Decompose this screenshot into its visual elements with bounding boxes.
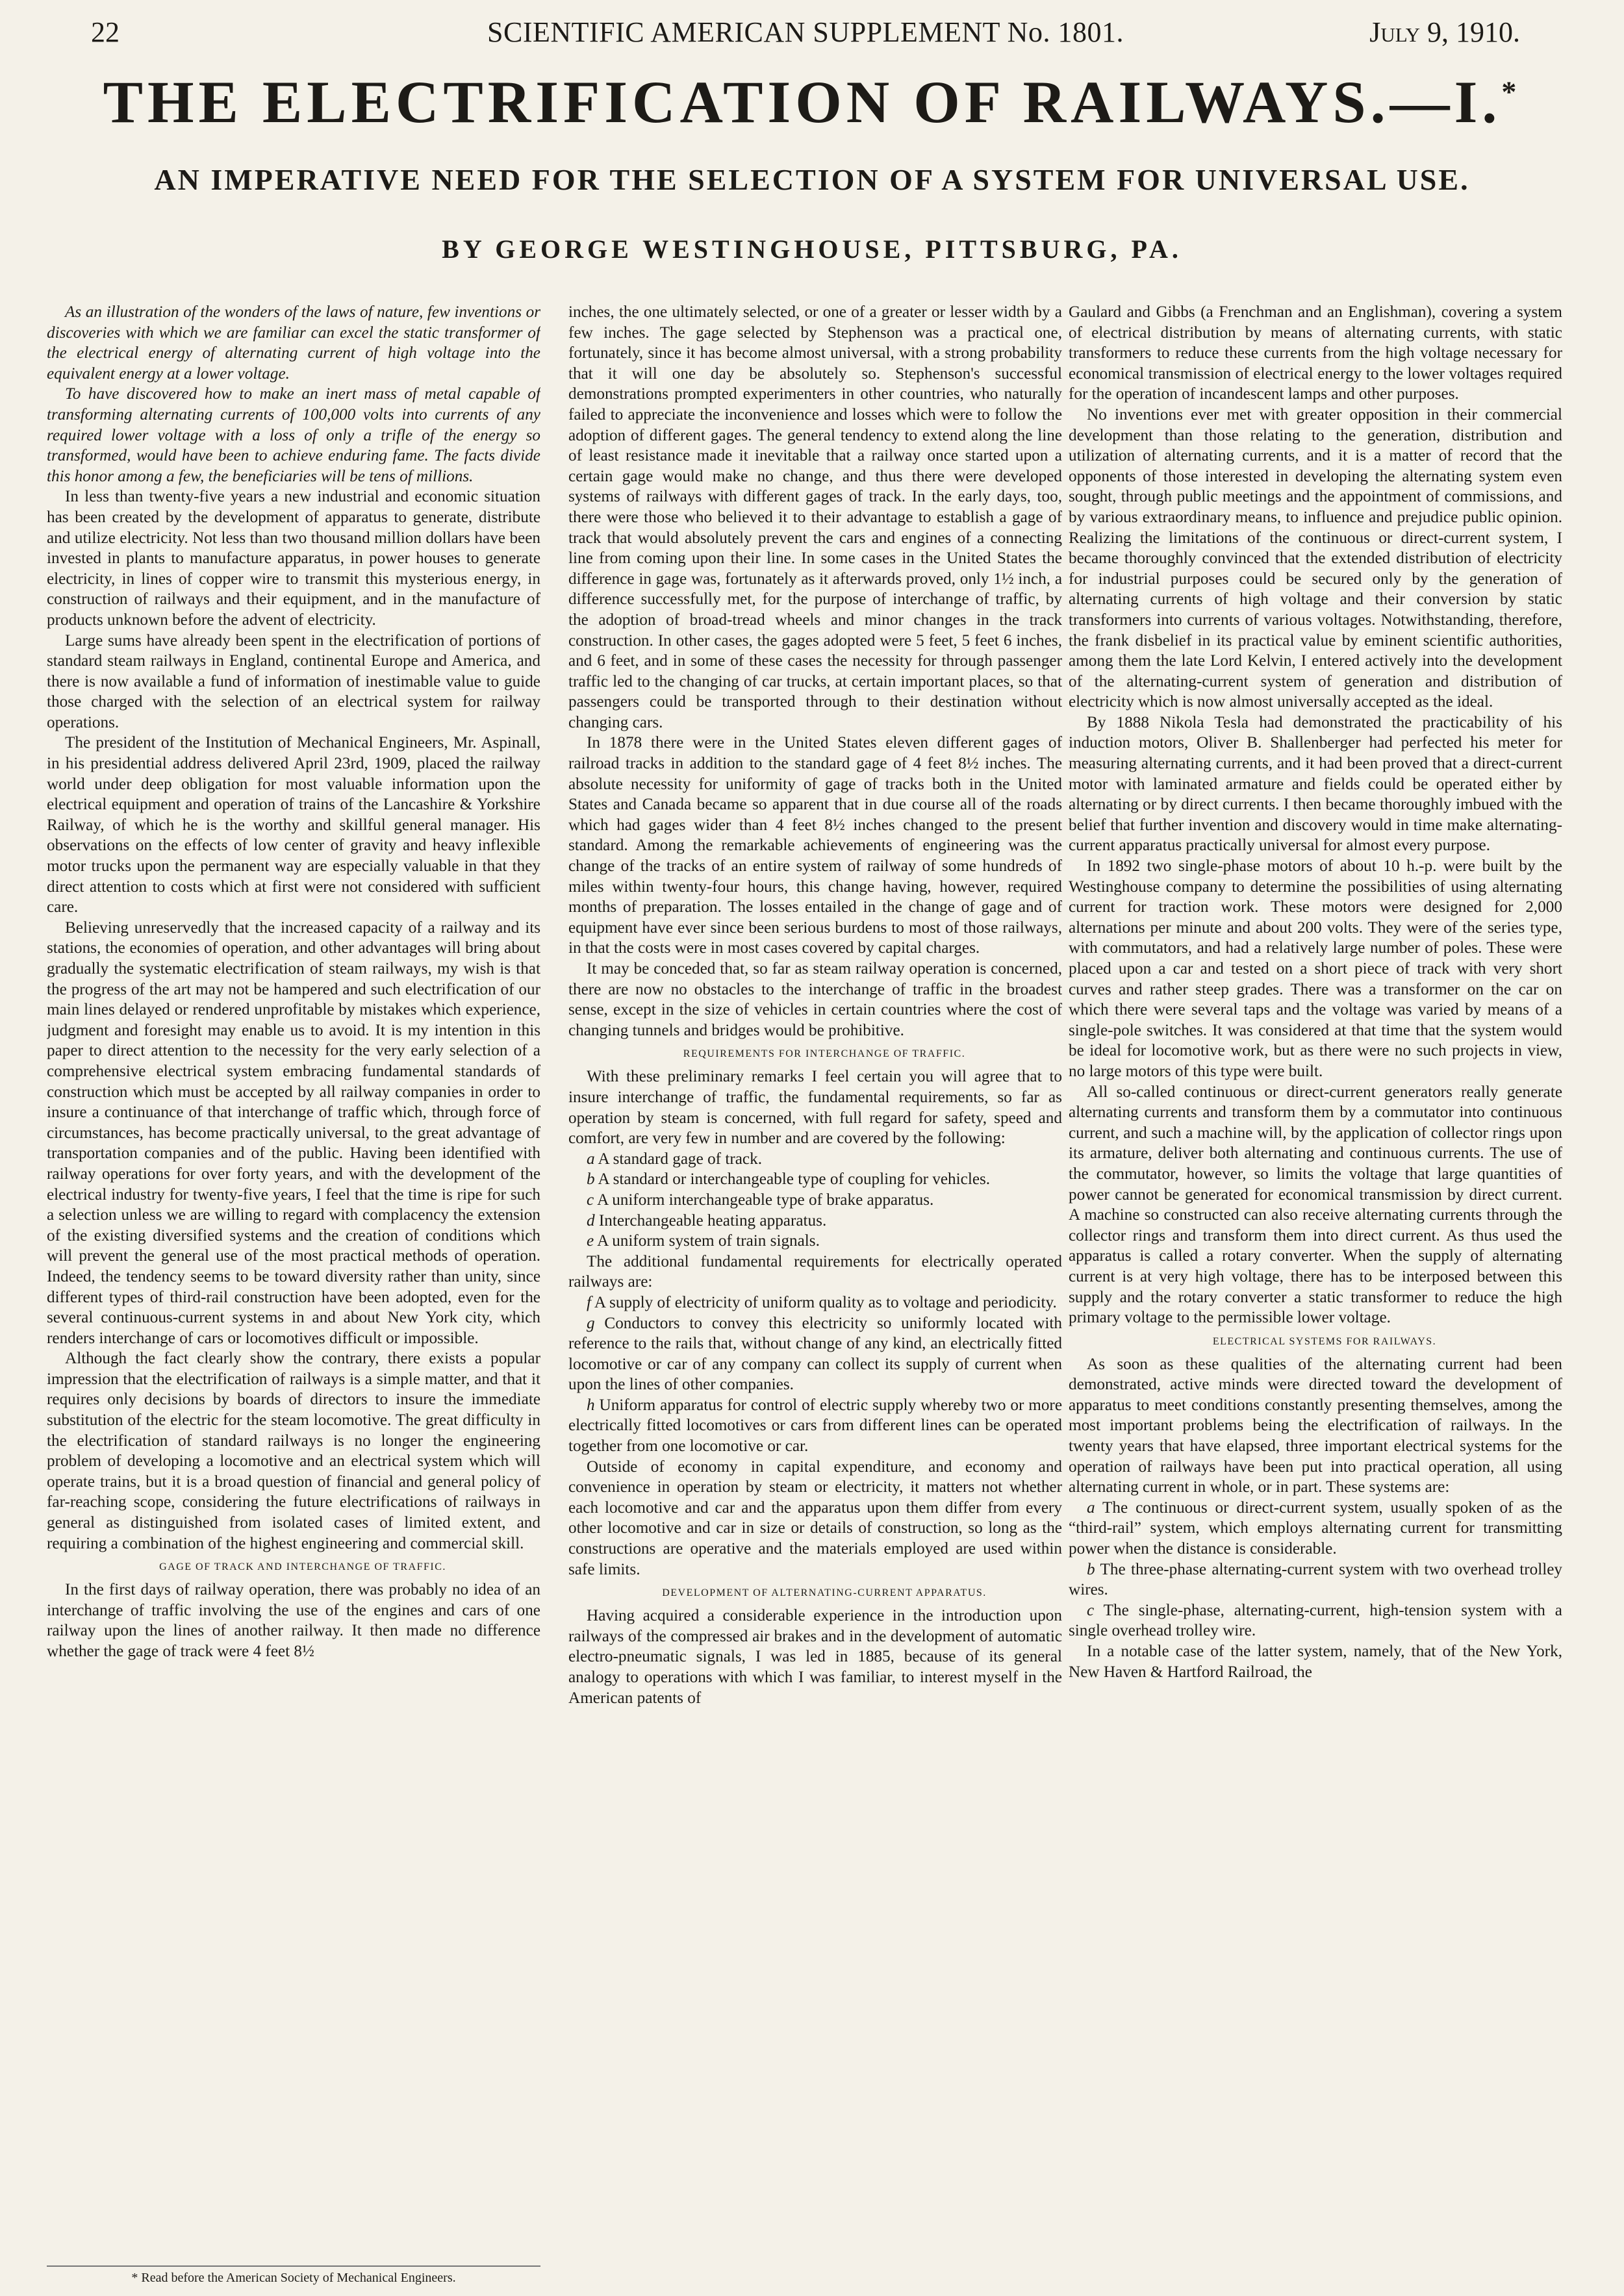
byline: BY GEORGE WESTINGHOUSE, PITTSBURG, PA. — [442, 234, 1182, 264]
column-2 — [568, 302, 1062, 2257]
body-paragraph: In less than twenty-five years a new industrial and economic situation has been created by the development of apparatus to generate, distribute and utilize electricity. Not less than two thousand million dollars have been invested in plants to manufacture apparatus, in power houses to generate electricity, in lines of copper wire to transmit this mysterious energy, in construction of railways and their equipment, and in the manufacture of products unknown before the advent of electricity. — [47, 488, 540, 629]
body-paragraph: Large sums have already been spent in the electrification of portions of standard steam railways in England, continental Europe and America, and there is now available a fund of information of inestimable value to guide those charged with the selection of an electrical system for railway operations. — [47, 631, 540, 731]
item-label: a — [1087, 1498, 1095, 1517]
section-heading: ELECTRICAL SYSTEMS FOR RAILWAYS. — [1212, 1335, 1437, 1347]
item-label: a — [587, 1150, 595, 1168]
body-paragraph: The additional fundamental requirements for electrically operated railways are: — [568, 1252, 1062, 1291]
article-subtitle: AN IMPERATIVE NEED FOR THE SELECTION OF A SYSTEM FOR UNIVERSAL USE. — [154, 163, 1470, 196]
item-label: c — [1087, 1601, 1095, 1619]
intro-paragraph: As an illustration of the wonders of the laws of nature, few inventions or discoveries with which we are familiar can excel the static transformer of the electrical energy of alternating current of high voltage into the equivalent energy at a lower voltage. — [47, 303, 540, 383]
item-label: e — [587, 1232, 594, 1250]
item-label: c — [587, 1191, 594, 1209]
requirement-item — [568, 1190, 1062, 1211]
body-paragraph: In 1878 there were in the United States eleven different gages of railroad tracks in addition to the standard gage of 4 feet 8½ inches. The absolute necessity for uniformity of gage of tracks both in the United States and Canada became so apparent that in due course all of the roads which had gages wider than 4 feet 8½ inches changed to the present standard. Among the remarkable achievements of engineering was the change of the tracks of an entire system of railway of some hundreds of miles within twenty-four hours, this change having, however, required months of preparation. The losses entailed in the change of gage and of equipment have ever since been serious burdens to most of those railways, in that the costs were in most cases covered by capital charges. — [568, 734, 1062, 957]
article-title-text: THE ELECTRIFICATION OF RAILWAYS.—I. — [103, 69, 1502, 135]
body-paragraph: In a notable case of the latter system, namely, that of the New York, New Haven & Hartford Railroad, the — [1069, 1643, 1562, 1681]
item-text: The single-phase, alternating-current, high-tension system with a single overhead trolley wire. — [1069, 1601, 1562, 1640]
body-paragraph: Having acquired a considerable experience in the introduction upon railways of the compressed air brakes and in the development of automatic electro-pneumatic signals, I was led in 1885, because of its general analogy to operations with which I was familiar, to interest myself in the American patents of — [568, 1607, 1062, 1707]
item-text: Conductors to convey this electricity so uniformly located with reference to the rails that, without change of any kind, an electrically fitted locomotive or car of any company can collect its supply of current when upon the lines of other companies. — [568, 1314, 1062, 1394]
issue-date: July 9, 1910. — [1369, 16, 1520, 48]
section-heading: REQUIREMENTS FOR INTERCHANGE OF TRAFFIC. — [683, 1048, 966, 1060]
item-label: b — [1087, 1560, 1095, 1578]
journal-title: SCIENTIFIC AMERICAN SUPPLEMENT No. 1801. — [487, 16, 1124, 48]
column-3 — [1069, 302, 1562, 2257]
item-text: A standard gage of track. — [598, 1150, 762, 1168]
requirement-item — [568, 1395, 1062, 1457]
body-paragraph: It may be conceded that, so far as steam railway operation is concerned, there are now no obstacles to the interchange of traffic in the broadest sense, except in the size of vehicles in certain countries where the cost of changing tunnels and bridges would be prohibitive. — [568, 960, 1062, 1039]
footnote: * Read before the American Society of Mechanical Engineers. — [47, 2265, 540, 2286]
requirement-item — [1069, 1559, 1562, 1600]
requirement-item — [568, 1211, 1062, 1231]
item-text: The three-phase alternating-current system with two overhead trolley wires. — [1069, 1560, 1562, 1599]
item-text: Interchangeable heating apparatus. — [598, 1211, 827, 1230]
item-text: A uniform system of train signals. — [597, 1232, 820, 1250]
body-paragraph: Gaulard and Gibbs (a Frenchman and an Englishman), covering a system of electrical distribution by means of alternating currents, with static transformers to reduce these currents from the high voltage necessary for economical transmission of electrical energy to the lower voltages required for the operation of incandescent lamps and other purposes. — [1069, 303, 1562, 403]
requirement-item — [568, 1169, 1062, 1190]
body-paragraph: As soon as these qualities of the alternating current had been demonstrated, active minds were directed toward the development of apparatus to meet conditions constantly presenting themselves, among the most important problems being the electrification of railways. In the twenty years that have elapsed, three important electrical systems for the operation of railways have been put into practical operation, all using alternating current in whole, or in part. These systems are: — [1069, 1355, 1562, 1496]
item-label: d — [587, 1211, 595, 1230]
body-paragraph: Believing unreservedly that the increased capacity of a railway and its stations, the economies of operation, and other advantages will bring about gradually the systematic electrification of steam railways, my wish is that the progress of the art may not be hampered and such electrification of our main lines delayed or rendered unprofitable by mistakes which experience, judgment and foresight may enable us to avoid. It is my intention in this paper to direct attention to the necessity for the very early selection of a comprehensive electrical system embracing fundamental standards of construction which must be accepted by all railway companies in order to insure a continuance of that interchange of traffic which, through force of circumstances, has become practically universal, to the great advantage of transportation companies and of the public. Having been identified with railway operations for over forty years, and with the development of the electrical industry for twenty-five years, I feel that the time is ripe for such a selection unless we are willing to regard with complacency the extension of the existing diversified systems and the creation of conditions which will prevent the general use of the most practical methods of operation. Indeed, the tendency seems to be toward diversity rather than unity, since different types of third-rail construction have been adopted, even for the several continuous-current systems in and about New York city, which renders interchange of cars or locomotives difficult or impossible. — [47, 918, 540, 1347]
requirement-item — [568, 1231, 1062, 1252]
body-paragraph: In the first days of railway operation, there was probably no idea of an interchange of traffic involving the use of the engines and cars of one railway upon the lines of another railway. It then made no difference whether the gage of track were 4 feet 8½ — [47, 1581, 540, 1660]
article-title — [65, 68, 1559, 136]
section-heading: GAGE OF TRACK AND INTERCHANGE OF TRAFFIC. — [159, 1561, 446, 1573]
requirement-item — [1069, 1498, 1562, 1559]
requirement-item — [568, 1293, 1062, 1313]
item-label: h — [587, 1396, 595, 1414]
item-text: The continuous or direct-current system, usually spoken of as the “third-rail” system, which employs alternating current for transmitting power when the distance is considerable. — [1069, 1498, 1562, 1558]
requirement-item — [568, 1149, 1062, 1170]
page-number: 22 — [91, 16, 120, 48]
body-paragraph: The president of the Institution of Mechanical Engineers, Mr. Aspinall, in his presidential address delivered April 23rd, 1909, placed the railway world under deep obligation for most valuable information upon the electrical equipment and operation of trains of the Lancashire & Yorkshire Railway, of which he is the worthy and skillful general manager. His observations on the effects of low center of gravity and heavy inflexible motor trucks upon the permanent way are especially valuable in that they direct attention to costs which at first were not considered with sufficient care. — [47, 734, 540, 916]
body-paragraph: With these preliminary remarks I feel certain you will agree that to insure interchange of traffic, the fundamental requirements, so far as operation by steam is concerned, with full regard for safety, speed and comfort, are very few in number and are covered by the following: — [568, 1068, 1062, 1148]
body-paragraph: Although the fact clearly show the contrary, there exists a popular impression that the electrification of railways is a simple matter, and that it requires only decisions by boards of directors to insure the immediate substitution of the electric for the steam locomotive. The great difficulty in the electrification of standard railways is no longer the engineering problem of developing a locomotive and an electrical system which will operate trains, but it is a broad question of financial and general policy of far-reaching scope, considering the future electrifications of railways in general as distinguished from isolated cases of limited extent, and requiring a combination of the highest engineering and commercial skill. — [47, 1350, 540, 1552]
body-paragraph: By 1888 Nikola Tesla had demonstrated the practicability of his induction motors, Oliver B. Shallenberger had perfected his meter for measuring alternating currents, and it had been proved that a direct-current motor with laminated armature and fields could be operated either by alternating or by direct currents. I then became thoroughly imbued with the belief that further invention and discovery would in time make alternating-current apparatus practically universal for almost every purpose. — [1069, 713, 1562, 855]
running-head — [91, 12, 1520, 53]
requirement-item — [1069, 1600, 1562, 1641]
body-paragraph: In 1892 two single-phase motors of about 10 h.-p. were built by the Westinghouse company to determine the possibilities of using alternating current for traction work. These motors were designed for 2,000 alternations per minute and about 200 volts. They were of the series type, with commutators, and had a relatively large number of poles. These were placed upon a car and tested on a short piece of track with very short curves and rather steep grades. There was a transformer on the car on which there were several taps and the voltage was varied by means of a single-pole switches. It was considered at that time that the system would be ideal for locomotive work, but as there were no such projects in view, no large motors of this type were built. — [1069, 857, 1562, 1080]
body-paragraph: All so-called continuous or direct-current generators really generate alternating currents and transform them by a commutator into continuous current, and such a machine will, by the application of collector rings upon its armature, deliver both alternating and continuous currents. The use of the commutator, however, so limits the voltage that large quantities of power cannot be generated for economical transmission by direct current. A machine so constructed can also receive alternating currents through the collector rings and transform them into direct current. As thus used the apparatus is called a rotary converter. When the supply of alternating current is at very high voltage, there has to be interposed between this supply and the rotary converter a static transformer to reduce the high primary voltage to the permissible lower voltage. — [1069, 1083, 1562, 1327]
item-text: A standard or interchangeable type of coupling for vehicles. — [598, 1170, 991, 1189]
column-1 — [47, 302, 540, 2257]
intro-paragraph: To have discovered how to make an inert mass of metal capable of transforming alternating currents of 100,000 volts into currents of any required lower voltage with a loss of only a trifle of the energy so transformed, would have been to achieve enduring fame. The facts divide this honor among a few, the beneficiaries will be tens of millions. — [47, 385, 540, 485]
item-label: g — [587, 1314, 595, 1332]
body-paragraph: Outside of economy in capital expenditure, and economy and convenience in operation by steam or electricity, it matters not whether each locomotive and car and the apparatus upon them differ from every other locomotive and car in size or details of construction, so long as the constructions are operative and the materials employed are used within safe limits. — [568, 1457, 1062, 1578]
item-text: A supply of electricity of uniform quality as to voltage and periodicity. — [594, 1293, 1057, 1311]
body-paragraph: inches, the one ultimately selected, or one of a greater or lesser width by a few inches. The gage selected by Stephenson was a practical one, fortunately, since it has become almost universal, with a strong probability that it will one day be absolutely so. Stephenson's successful demonstrations prompted experimenters in other countries, who naturally failed to appreciate the inconvenience and losses which were to follow the adoption of different gages. The general tendency to extend along the line of least resistance made it inevitable that a railway once started upon a certain gage would make no change, and thus there were developed systems of railways with different gages of track. In the early days, too, there were those who believed it to their advantage to establish a gage of track that would absolutely prevent the cars and engines of a connecting line from coming upon their line. In some cases in the United States the difference in gage was, fortunately as it afterwards proved, only 1½ inch, a difference successfully met, for the purpose of interchange of traffic, by the adoption of broad-tread wheels and minor changes in the track construction. In other cases, the gages adopted were 5 feet, 5 feet 6 inches, and 6 feet, and in some of these cases the necessity for through passenger traffic led to the changing of car trucks, at certain important places, so that passengers could be transported through to their destination without changing cars. — [568, 303, 1062, 731]
item-text: A uniform interchangeable type of brake apparatus. — [597, 1191, 934, 1209]
item-label: b — [587, 1170, 595, 1189]
item-text: Uniform apparatus for control of electric supply whereby two or more electrically fitted locomotives or cars from different lines can be operated together from one locomotive or car. — [568, 1396, 1062, 1456]
requirement-item — [568, 1313, 1062, 1395]
item-label: f — [587, 1293, 591, 1311]
body-paragraph: No inventions ever met with greater opposition in their commercial development than those relating to the generation, distribution and utilization of alternating currents, and it is a matter of record that the opponents of those interested in developing the alternating system even sought, through public meetings and the appointment of commissions, and by various extraordinary means, to influence and prejudice public opinion. Realizing the limitations of the continuous or direct-current system, I became thoroughly convinced that the extended distribution of electricity for industrial purposes could be secured only by the generation of alternating currents of high voltage and their conversion by static transformers into currents of various voltages. Notwithstanding, therefore, the frank disbelief in its practical value by eminent scientific authorities, among them the late Lord Kelvin, I entered actively into the development of the alternating-current system of generation and distribution of electricity which is now almost universally accepted as the ideal. — [1069, 405, 1562, 711]
footnote-mark: * — [1501, 75, 1521, 108]
section-heading: DEVELOPMENT OF ALTERNATING-CURRENT APPARATUS. — [662, 1587, 987, 1599]
